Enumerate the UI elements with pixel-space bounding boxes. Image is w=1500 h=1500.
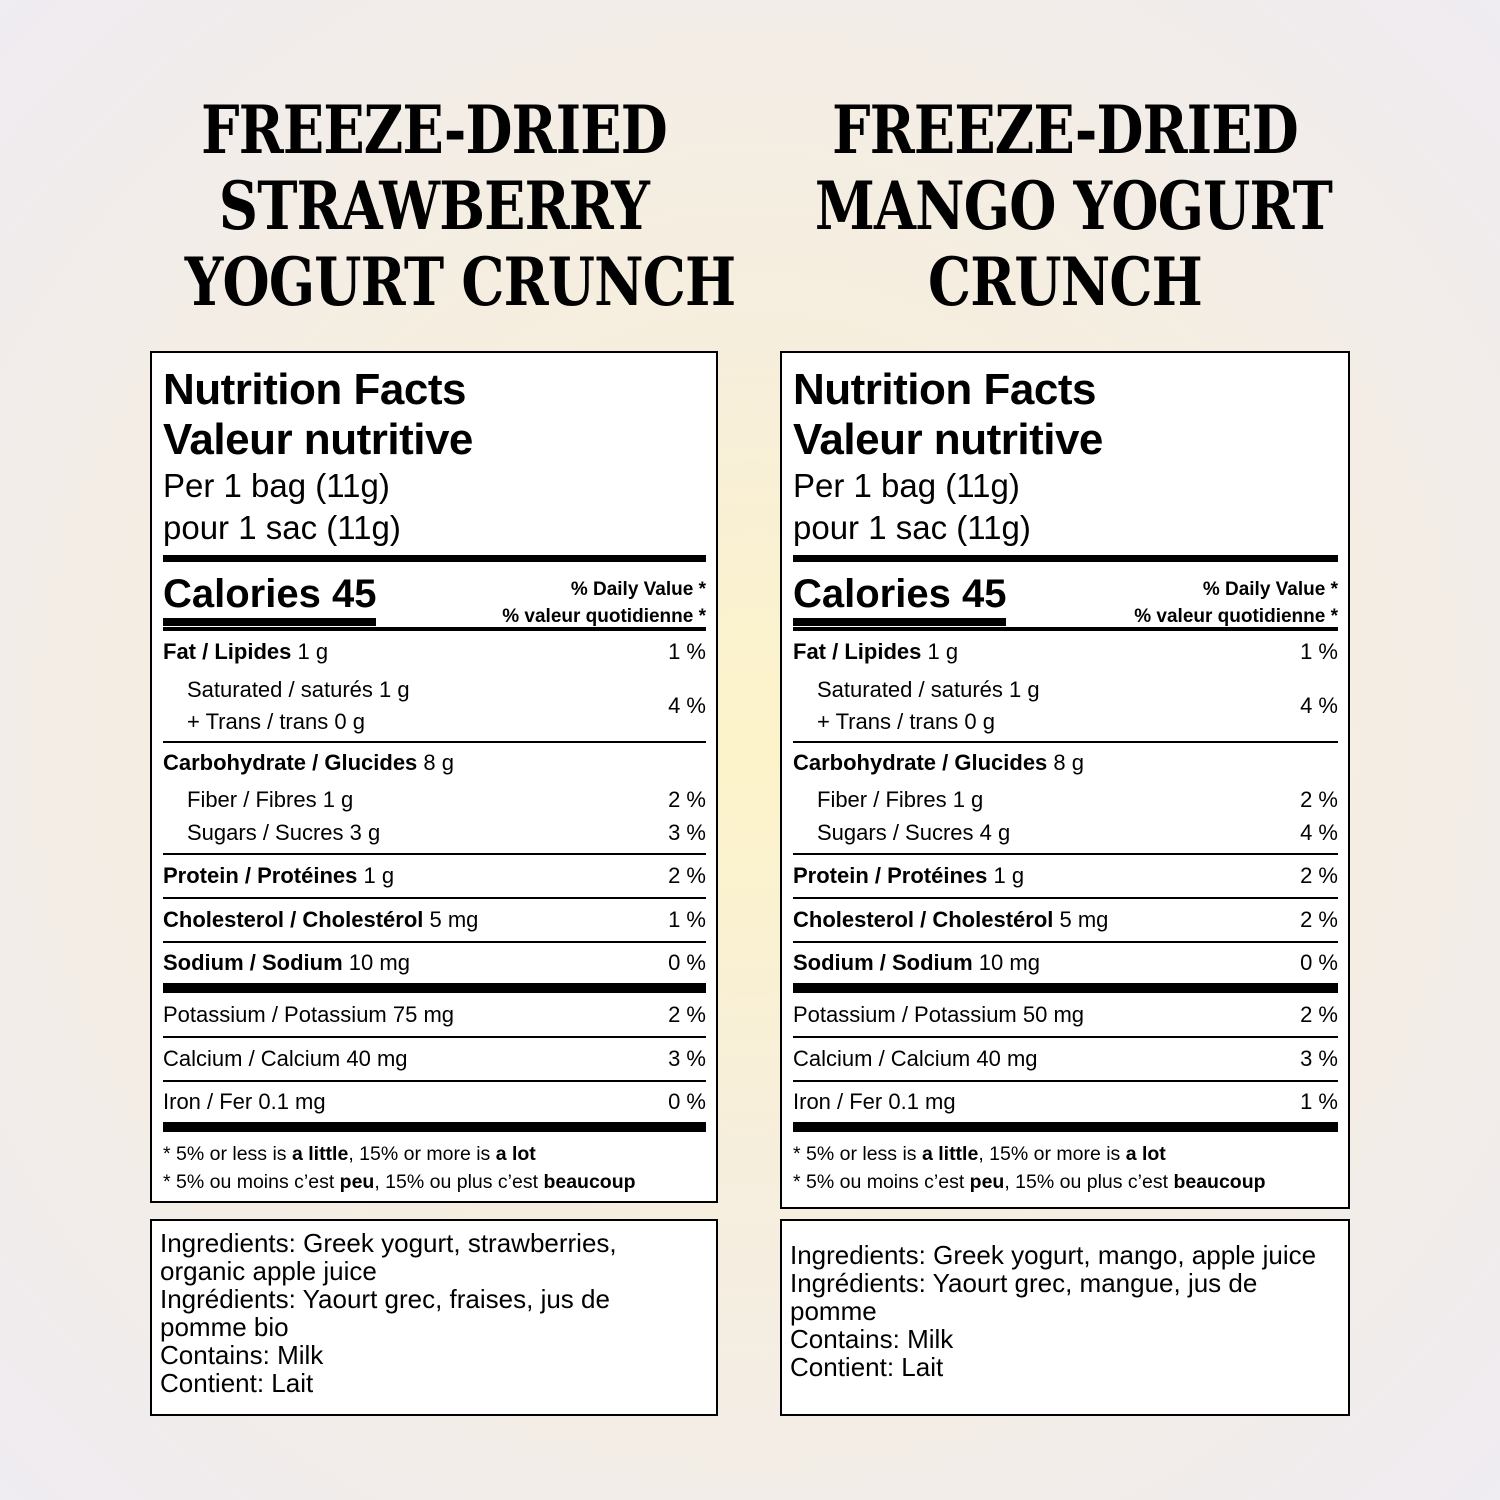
sugars-pct: 3 %: [668, 819, 706, 845]
iron-label: Iron / Fer 0.1 mg: [163, 1089, 326, 1114]
calories-row: [163, 562, 706, 627]
protein-pct: 2 %: [1300, 863, 1338, 888]
potassium-label: Potassium / Potassium 75 mg: [163, 1001, 455, 1027]
daily-value-footnote: [793, 1132, 1338, 1196]
title-line: STRAWBERRY: [218, 167, 650, 245]
title-line: MANGO YOGURT: [814, 167, 1333, 245]
serving-size-fr: pour 1 sac (11g): [793, 509, 1031, 546]
ingredients-line: Ingredients: Greek yogurt, strawberries,: [160, 1228, 617, 1258]
calories-value: Calories 45: [793, 572, 1006, 626]
protein-row: [793, 855, 1338, 897]
nutrition-facts-title: Nutrition Facts: [163, 365, 466, 414]
valeur-nutritive-title: Valeur nutritive: [793, 415, 1103, 464]
sodium-row: [793, 943, 1338, 983]
saturated-trans-row: [163, 673, 706, 738]
calcium-pct: 3 %: [668, 1046, 706, 1071]
contains-line: Contains: Milk: [790, 1324, 954, 1354]
title-line: CRUNCH: [927, 243, 1203, 321]
sugars-label: Sugars / Sucres 4 g: [817, 819, 1011, 845]
calcium-label: Calcium / Calcium 40 mg: [793, 1046, 1038, 1071]
potassium-row: [163, 993, 706, 1036]
serving-size-en: Per 1 bag (11g): [793, 467, 1020, 504]
dv-en: % Daily Value *: [570, 579, 706, 600]
carb-row: [793, 743, 1338, 783]
cholesterol-label: Cholesterol / Cholestérol: [793, 907, 1054, 932]
fat-amount: 1 g: [921, 639, 959, 664]
cholesterol-amount: 5 mg: [423, 907, 479, 932]
protein-label: Protein / Protéines: [793, 863, 988, 888]
saturated-pct: 4 %: [1300, 692, 1338, 718]
ingredients-line: Ingrédients: Yaourt grec, mangue, jus de: [790, 1268, 1258, 1298]
protein-label: Protein / Protéines: [163, 863, 358, 888]
fiber-label: Fiber / Fibres 1 g: [187, 786, 354, 812]
trans-label: + Trans / trans 0 g: [187, 708, 365, 734]
iron-row: [793, 1082, 1338, 1122]
ingredients-line: Ingredients: Greek yogurt, mango, apple juice: [790, 1240, 1317, 1270]
fat-amount: 1 g: [291, 639, 329, 664]
dv-fr: % valeur quotidienne *: [502, 606, 706, 627]
potassium-pct: 2 %: [668, 1001, 706, 1027]
daily-value-header: [1134, 572, 1338, 630]
sodium-pct: 0 %: [668, 950, 706, 975]
calcium-row: [793, 1038, 1338, 1080]
title-line: YOGURT CRUNCH: [184, 243, 736, 321]
sodium-pct: 0 %: [1300, 950, 1338, 975]
fat-label: Fat / Lipides: [163, 639, 292, 664]
sodium-amount: 10 mg: [342, 950, 410, 975]
sodium-amount: 10 mg: [972, 950, 1040, 975]
saturated-label: Saturated / saturés 1 g: [817, 676, 1040, 702]
heavy-rule: [163, 983, 706, 993]
product-title: [814, 91, 1333, 321]
daily-value-header: [502, 572, 706, 630]
ingredients-line: organic apple juice: [160, 1256, 377, 1286]
sugars-label: Sugars / Sucres 3 g: [187, 819, 381, 845]
cholesterol-pct: 2 %: [1300, 907, 1338, 932]
carb-row: [163, 743, 706, 783]
iron-row: [163, 1082, 706, 1122]
saturated-trans-row: [793, 673, 1338, 738]
carb-label: Carbohydrate / Glucides: [793, 750, 1048, 775]
calories-row: [793, 562, 1338, 627]
heavy-rule: [793, 1122, 1338, 1132]
thick-rule: [793, 555, 1338, 562]
cholesterol-label: Cholesterol / Cholestérol: [163, 907, 424, 932]
fiber-pct: 2 %: [668, 786, 706, 812]
footnote-en: * 5% or less is a little, 15% or more is a lot: [793, 1143, 1166, 1165]
product-title: [184, 91, 736, 321]
carb-amount: 8 g: [1047, 750, 1084, 775]
title-line: FREEZE-DRIED: [201, 91, 667, 169]
serving-size-fr: pour 1 sac (11g): [163, 509, 401, 546]
cholesterol-amount: 5 mg: [1053, 907, 1109, 932]
sodium-label: Sodium / Sodium: [163, 950, 343, 975]
nutrition-facts-panel: [780, 351, 1350, 1209]
carb-amount: 8 g: [417, 750, 454, 775]
iron-pct: 1 %: [1300, 1089, 1338, 1114]
serving-size-en: Per 1 bag (11g): [163, 467, 390, 504]
trans-label: + Trans / trans 0 g: [817, 708, 995, 734]
nutrition-facts-panel: [150, 351, 718, 1203]
contient-line: Contient: Lait: [160, 1368, 314, 1398]
saturated-label: Saturated / saturés 1 g: [187, 676, 410, 702]
contains-line: Contains: Milk: [160, 1340, 324, 1370]
dv-en: % Daily Value *: [1202, 579, 1338, 600]
calories-value: Calories 45: [163, 572, 376, 626]
potassium-label: Potassium / Potassium 50 mg: [793, 1001, 1085, 1027]
protein-pct: 2 %: [668, 863, 706, 888]
protein-row: [163, 855, 706, 897]
carb-label: Carbohydrate / Glucides: [163, 750, 418, 775]
contient-line: Contient: Lait: [790, 1352, 944, 1382]
dv-fr: % valeur quotidienne *: [1134, 606, 1338, 627]
protein-amount: 1 g: [357, 863, 395, 888]
ingredients-line: Ingrédients: Yaourt grec, fraises, jus de: [160, 1284, 610, 1314]
title-line: FREEZE-DRIED: [832, 91, 1298, 169]
daily-value-footnote: [163, 1132, 706, 1196]
valeur-nutritive-title: Valeur nutritive: [163, 415, 473, 464]
fiber-row: [793, 783, 1338, 816]
nutrition-facts-title: Nutrition Facts: [793, 365, 1096, 414]
fiber-row: [163, 783, 706, 816]
footnote-en: * 5% or less is a little, 15% or more is a lot: [163, 1143, 536, 1165]
potassium-pct: 2 %: [1300, 1001, 1338, 1027]
ingredients-line: pomme: [790, 1296, 877, 1326]
fat-row: [163, 631, 706, 673]
sugars-row: [793, 816, 1338, 849]
ingredients-box: [780, 1219, 1350, 1416]
cholesterol-pct: 1 %: [668, 907, 706, 932]
iron-label: Iron / Fer 0.1 mg: [793, 1089, 956, 1114]
fat-pct: 1 %: [1300, 639, 1338, 664]
potassium-row: [793, 993, 1338, 1036]
ingredients-line: pomme bio: [160, 1312, 289, 1342]
ingredients-box: [150, 1219, 718, 1416]
sodium-label: Sodium / Sodium: [793, 950, 973, 975]
cholesterol-row: [163, 899, 706, 941]
calcium-pct: 3 %: [1300, 1046, 1338, 1071]
heavy-rule: [793, 983, 1338, 993]
fiber-label: Fiber / Fibres 1 g: [817, 786, 984, 812]
fat-pct: 1 %: [668, 639, 706, 664]
footnote-fr: * 5% ou moins c’est peu, 15% ou plus c’est beaucoup: [793, 1171, 1266, 1193]
saturated-pct: 4 %: [668, 692, 706, 718]
calcium-label: Calcium / Calcium 40 mg: [163, 1046, 408, 1071]
protein-amount: 1 g: [987, 863, 1025, 888]
thick-rule: [163, 555, 706, 562]
sugars-row: [163, 816, 706, 849]
sugars-pct: 4 %: [1300, 819, 1338, 845]
heavy-rule: [163, 1122, 706, 1132]
sodium-row: [163, 943, 706, 983]
footnote-fr: * 5% ou moins c’est peu, 15% ou plus c’est beaucoup: [163, 1171, 636, 1193]
cholesterol-row: [793, 899, 1338, 941]
iron-pct: 0 %: [668, 1089, 706, 1114]
calcium-row: [163, 1038, 706, 1080]
fiber-pct: 2 %: [1300, 786, 1338, 812]
fat-label: Fat / Lipides: [793, 639, 922, 664]
fat-row: [793, 631, 1338, 673]
